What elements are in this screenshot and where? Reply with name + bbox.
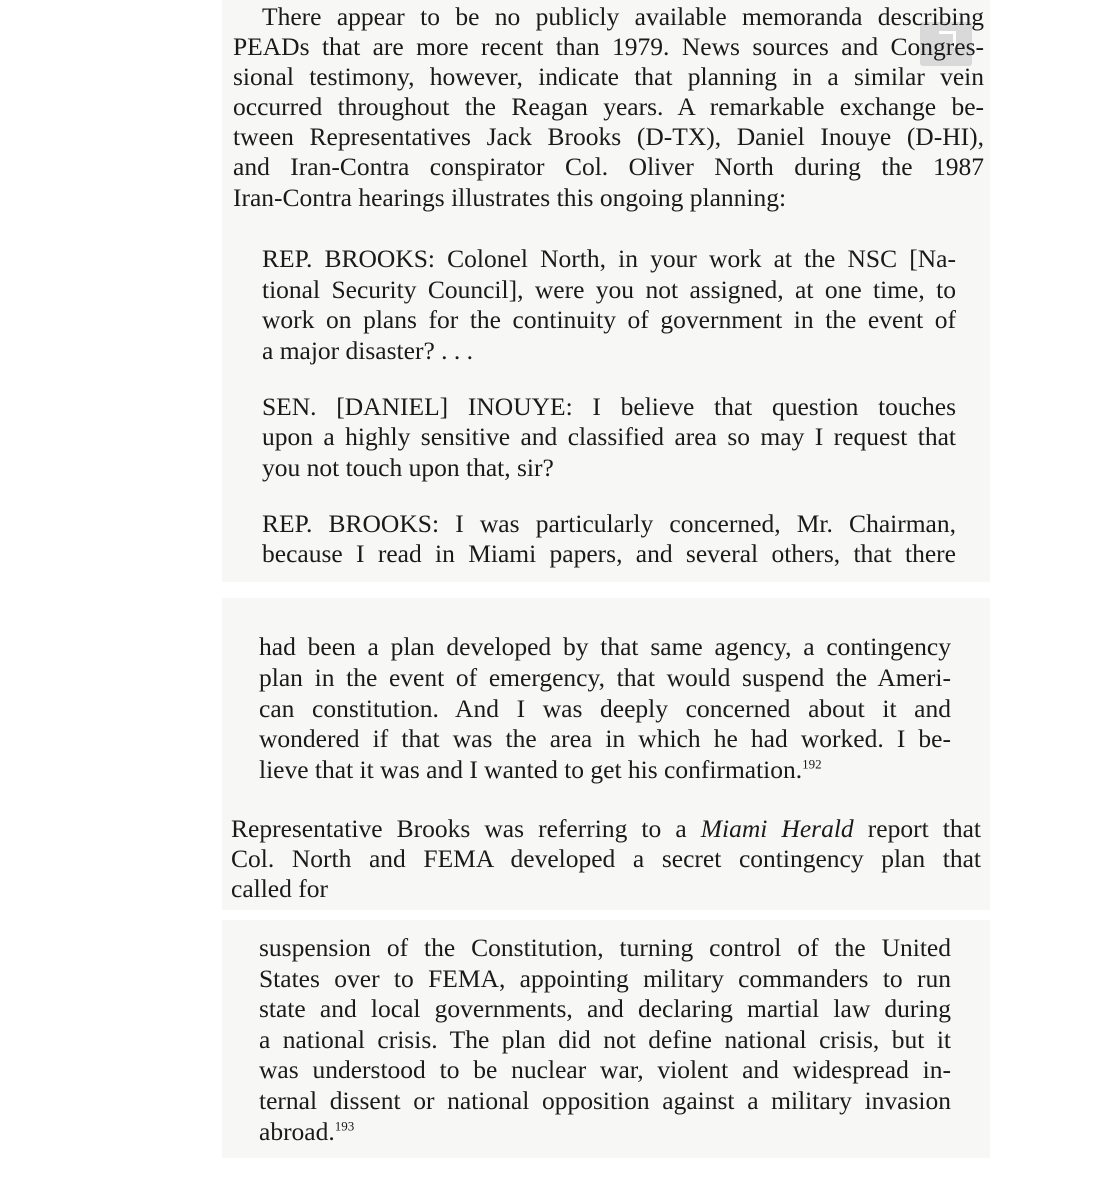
text-line: REP. BROOKS: I was particularly concerned, Mr. Chairman, bbox=[262, 509, 956, 538]
text-line: States over to FEMA, appointing military commanders to run bbox=[259, 964, 951, 993]
text-line: lieve that it was and I wanted to get his confirmation.$^{192}$ bbox=[259, 755, 822, 784]
text-line: had been a plan developed by that same agency, a contingency bbox=[259, 632, 951, 661]
text-line: plan in the event of emergency, that would suspend the Ameri- bbox=[259, 663, 951, 692]
text-line: can constitution. And I was deeply concerned about it and bbox=[259, 694, 951, 723]
text-line: sional testimony, however, indicate that planning in a similar vein bbox=[233, 62, 984, 91]
text-line: There appear to be no publicly available memoranda describing bbox=[262, 2, 984, 31]
text-line: wondered if that was the area in which he had worked. I be- bbox=[259, 724, 951, 753]
text-line: occurred throughout the Reagan years. A remarkable exchange be- bbox=[233, 92, 984, 121]
text-line: state and local governments, and declaring martial law during bbox=[259, 994, 951, 1023]
footnote-marker[interactable]: 192 bbox=[802, 756, 822, 772]
text-line: work on plans for the continuity of government in the event of bbox=[262, 305, 956, 334]
text-line: Col. North and FEMA developed a secret contingency plan that bbox=[231, 844, 981, 873]
text-line: tween Representatives Jack Brooks (D-TX), Daniel Inouye (D-HI), bbox=[233, 122, 984, 151]
text-line: a national crisis. The plan did not define national crisis, but it bbox=[259, 1025, 951, 1054]
text-line: a major disaster? . . . bbox=[262, 336, 474, 365]
text-line: Representative Brooks was referring to a Miami Herald report that bbox=[231, 814, 981, 843]
text-line: ternal dissent or national opposition against a military invasion bbox=[259, 1086, 951, 1115]
text-line: and Iran-Contra conspirator Col. Oliver North during the 1987 bbox=[233, 152, 984, 181]
text-line: PEADs that are more recent than 1979. News sources and Congres- bbox=[233, 32, 984, 61]
text-line: SEN. [DANIEL] INOUYE: I believe that question touches bbox=[262, 392, 956, 421]
text-line: REP. BROOKS: Colonel North, in your work at the NSC [Na- bbox=[262, 244, 956, 273]
text-line: you not touch upon that, sir? bbox=[262, 453, 554, 482]
text-line: Iran-Contra hearings illustrates this ongoing planning: bbox=[233, 183, 787, 212]
text-line: because I read in Miami papers, and several others, that there bbox=[262, 539, 956, 568]
text-line: abroad.$^{193}$ bbox=[259, 1117, 355, 1146]
publication-title: Miami Herald bbox=[700, 814, 854, 843]
footnote-marker[interactable]: 193 bbox=[334, 1118, 355, 1134]
text-line: called for bbox=[231, 874, 328, 903]
text-line: suspension of the Constitution, turning control of the United bbox=[259, 933, 951, 962]
text-line: upon a highly sensitive and classified area so may I request that bbox=[262, 422, 956, 451]
text-line: tional Security Council], were you not assigned, at one time, to bbox=[262, 275, 956, 304]
text-line: was understood to be nuclear war, violent and widespread in- bbox=[259, 1055, 951, 1084]
